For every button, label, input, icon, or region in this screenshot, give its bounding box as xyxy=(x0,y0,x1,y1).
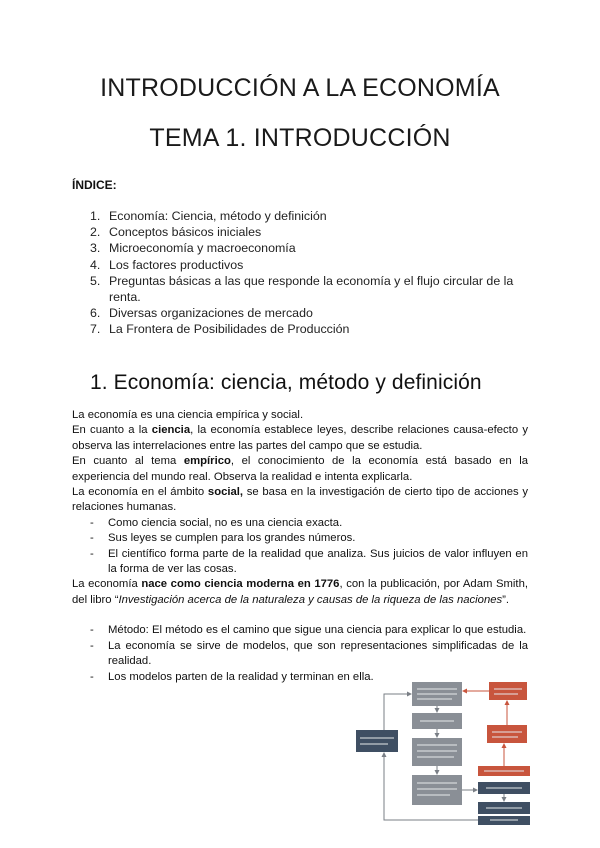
list-item xyxy=(72,623,528,638)
list-item xyxy=(72,639,528,670)
toc-text: Diversas organizaciones de mercado xyxy=(109,306,313,321)
list-text: Como ciencia social, no es una ciencia exacta. xyxy=(108,516,343,529)
dash-marker: - xyxy=(90,639,94,652)
text-run: En cuanto a la xyxy=(72,424,152,437)
dash-marker: - xyxy=(90,547,94,560)
list-item xyxy=(72,516,528,531)
book-title: Investigación acerca de la naturaleza y causas de la riqueza de las naciones xyxy=(118,593,503,606)
diagram-box xyxy=(412,738,462,766)
text-run: La economía xyxy=(72,578,142,591)
document-title: INTRODUCCIÓN A LA ECONOMÍA xyxy=(100,74,500,102)
toc-number: 2. xyxy=(90,225,101,240)
bullet-list xyxy=(72,516,528,578)
toc-text: Microeconomía y macroeconomía xyxy=(109,241,296,256)
dash-marker: - xyxy=(90,670,94,683)
toc-number: 3. xyxy=(90,241,101,256)
section-heading: 1. Economía: ciencia, método y definición xyxy=(90,371,482,394)
toc-number: 1. xyxy=(90,209,101,223)
toc-text: Los factores productivos xyxy=(109,257,244,272)
bold-term: empírico xyxy=(183,455,231,468)
dash-marker: - xyxy=(90,532,94,545)
list-item xyxy=(72,547,528,578)
text-run: , con la publicación, por Adam Smith, del libro “ xyxy=(72,578,528,606)
dash-marker: - xyxy=(90,516,94,529)
toc-item xyxy=(90,273,530,305)
table-of-contents xyxy=(90,208,530,338)
toc-text: La Frontera de Posibilidades de Producción xyxy=(109,322,350,337)
text-run: ”. xyxy=(502,593,510,606)
toc-item xyxy=(90,240,530,256)
section-body xyxy=(72,408,528,685)
method-flow-diagram xyxy=(354,678,530,826)
toc-text: Economía: Ciencia, método y definición xyxy=(109,209,327,223)
bold-term: social, xyxy=(207,486,244,499)
toc-number: 7. xyxy=(90,322,101,337)
toc-text: Preguntas básicas a las que responde la economía y el flujo circular de la renta. xyxy=(109,273,514,305)
toc-number: 6. xyxy=(90,306,101,321)
text-run: , la economía establece leyes, describe relaciones causa-efecto y observa las interrelaciones entre las partes del campo que se estudia. xyxy=(72,424,528,452)
paragraph xyxy=(72,423,528,454)
text-run: , el conocimiento de la economía está basado en la experiencia del mundo real. Observa la realidad e intenta explicarla. xyxy=(72,455,529,483)
text-run: En cuanto al tema xyxy=(72,455,184,468)
diagram-box xyxy=(356,730,398,752)
bold-term: nace como ciencia moderna en 1776 xyxy=(141,578,340,591)
list-text: Método: El método es el camino que sigue una ciencia para explicar lo que estudia. xyxy=(108,624,527,637)
text-run: La economía en el ámbito xyxy=(72,486,208,499)
diagram-box xyxy=(412,775,462,805)
dash-marker: - xyxy=(90,624,94,637)
toc-item xyxy=(90,321,530,337)
list-text: El científico forma parte de la realidad que analiza. Sus juicios de valor influyen en la forma de ver las cosas. xyxy=(108,547,528,576)
list-item xyxy=(72,531,528,546)
toc-number: 5. xyxy=(90,273,101,288)
list-text: La economía se sirve de modelos, que son representaciones simplificadas de la realidad. xyxy=(108,639,528,668)
diagram-box xyxy=(489,682,527,700)
paragraph: La economía es una ciencia empírica y social. xyxy=(72,409,304,421)
index-heading: ÍNDICE: xyxy=(72,178,117,192)
diagram-box xyxy=(487,725,527,743)
toc-item xyxy=(90,305,530,321)
list-text: Sus leyes se cumplen para los grandes números. xyxy=(108,532,356,545)
bullet-list xyxy=(72,623,528,685)
list-text: Los modelos parten de la realidad y terminan en ella. xyxy=(108,670,374,683)
paragraph xyxy=(72,577,528,608)
toc-number: 4. xyxy=(90,257,101,272)
topic-title: TEMA 1. INTRODUCCIÓN xyxy=(149,124,451,152)
paragraph xyxy=(72,454,528,485)
bold-term: ciencia xyxy=(151,424,191,437)
toc-item xyxy=(90,257,530,273)
text-run: se basa en la investigación de cierto tipo de acciones y relaciones humanas. xyxy=(72,486,528,514)
toc-text: Conceptos básicos iniciales xyxy=(109,225,262,240)
paragraph xyxy=(72,485,528,516)
toc-item xyxy=(90,208,530,224)
toc-item xyxy=(90,224,530,240)
